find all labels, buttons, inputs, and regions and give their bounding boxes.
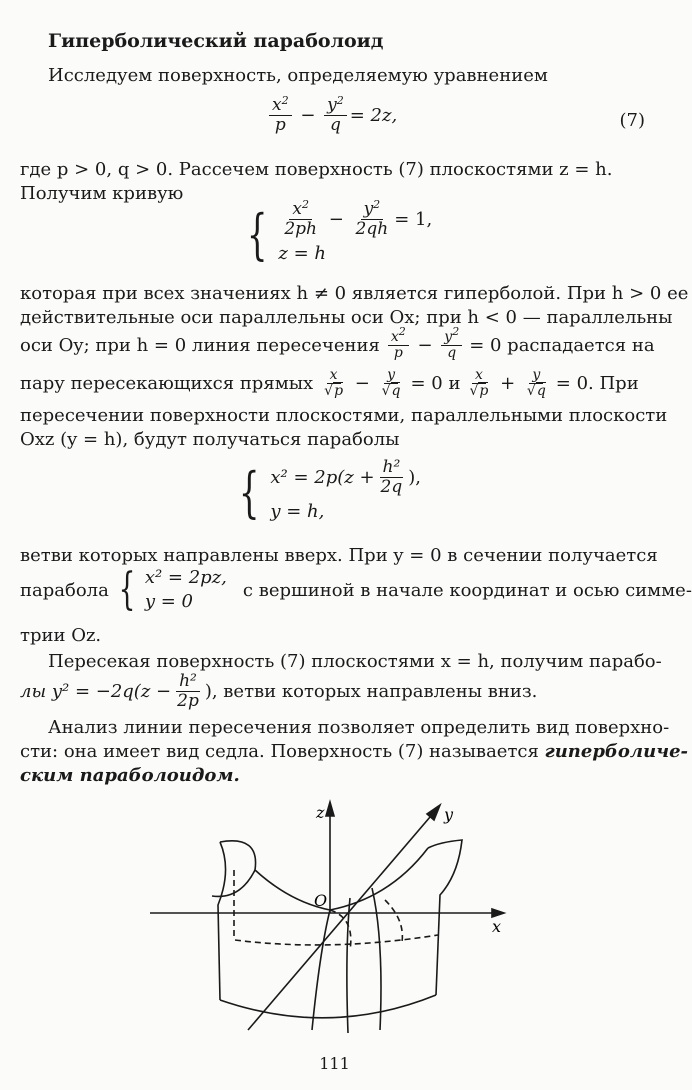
x-axis-arrow <box>492 909 504 917</box>
z-axis-arrow <box>326 802 334 816</box>
para-4-line-2: лы y² = −2q(z − $\frac{\text{h²}}{2p}$ ), ветви которых направлены вниз. <box>20 671 538 711</box>
y-axis <box>248 810 436 1030</box>
intro-text: Исследуем поверхность, определяемую уравнением <box>48 65 548 86</box>
para-5-line-2: сти: она имеет вид седла. Поверхность (7) называется гиперболиче- <box>20 741 688 762</box>
para-4-line-1: Пересекая поверхность (7) плоскостями x = h, получим парабо- <box>48 651 662 672</box>
saddle-right-edge <box>428 840 462 995</box>
para-3-line-2: парабола { x² = 2pz, y = 0 с вершиной в начале координат и осью симме- <box>20 564 692 615</box>
para-2-line-1: которая при всех значениях h ≠ 0 является гиперболой. При h > 0 ее <box>20 283 689 304</box>
para-2-line-6: Oxz (y = h), будут получаться параболы <box>20 429 400 450</box>
para-2-line-4: пару пересекающихся прямых $\frac{x}{√p}$ − $\frac{y}{√q}$ = 0 и $\frac{x}{√p}$ + $\frac{y}{√q}$ = 0. При <box>20 367 639 399</box>
y-axis-label: y <box>444 805 454 824</box>
para-1-line-2: Получим кривую <box>20 183 184 204</box>
saddle-left-edge <box>218 842 226 1000</box>
x-axis-label: x <box>492 917 502 936</box>
origin-label: O <box>314 891 328 910</box>
saddle-bottom-edge <box>220 995 436 1018</box>
hidden-curve <box>235 935 438 945</box>
page-number: 111 <box>319 1054 350 1073</box>
z-axis-label: z <box>316 803 325 822</box>
parabola-system: { x² = 2p(z + $\frac{\text{h²}}{2q}$ ), y = h, <box>238 457 421 524</box>
curve-system: { $\frac{x^2}{2ph}$ − $\frac{y^2}{2qh}$ = 1, z = h <box>246 198 433 266</box>
equation-number: (7) <box>619 110 645 131</box>
para-2-line-2: действительные оси параллельны оси Ox; при h < 0 — параллельны <box>20 307 673 328</box>
section-heading: Гиперболический параболоид <box>48 30 384 52</box>
equation-7: $\frac{x^2}{p}$ − $\frac{y^2}{q}$ = 2z, <box>266 96 397 135</box>
para-2-line-5: пересечении поверхности плоскостями, параллельными плоскости <box>20 405 668 426</box>
para-5-line-1: Анализ линии пересечения позволяет определить вид поверхно- <box>48 717 670 738</box>
saddle-figure <box>140 790 520 1040</box>
para-1-line-1: где p > 0, q > 0. Рассечем поверхность (7) плоскостями z = h. <box>20 159 613 180</box>
para-3-line-3: трии Oz. <box>20 625 102 646</box>
para-5-line-3: ским параболоидом. <box>20 765 240 786</box>
para-3-line-1: ветви которых направлены вверх. При y = 0 в сечении получается <box>20 545 658 566</box>
para-2-line-3: оси Oy; при h = 0 линия пересечения $\frac{x^2}{p}$ − $\frac{y^2}{q}$ = 0 распадается на <box>20 325 655 361</box>
